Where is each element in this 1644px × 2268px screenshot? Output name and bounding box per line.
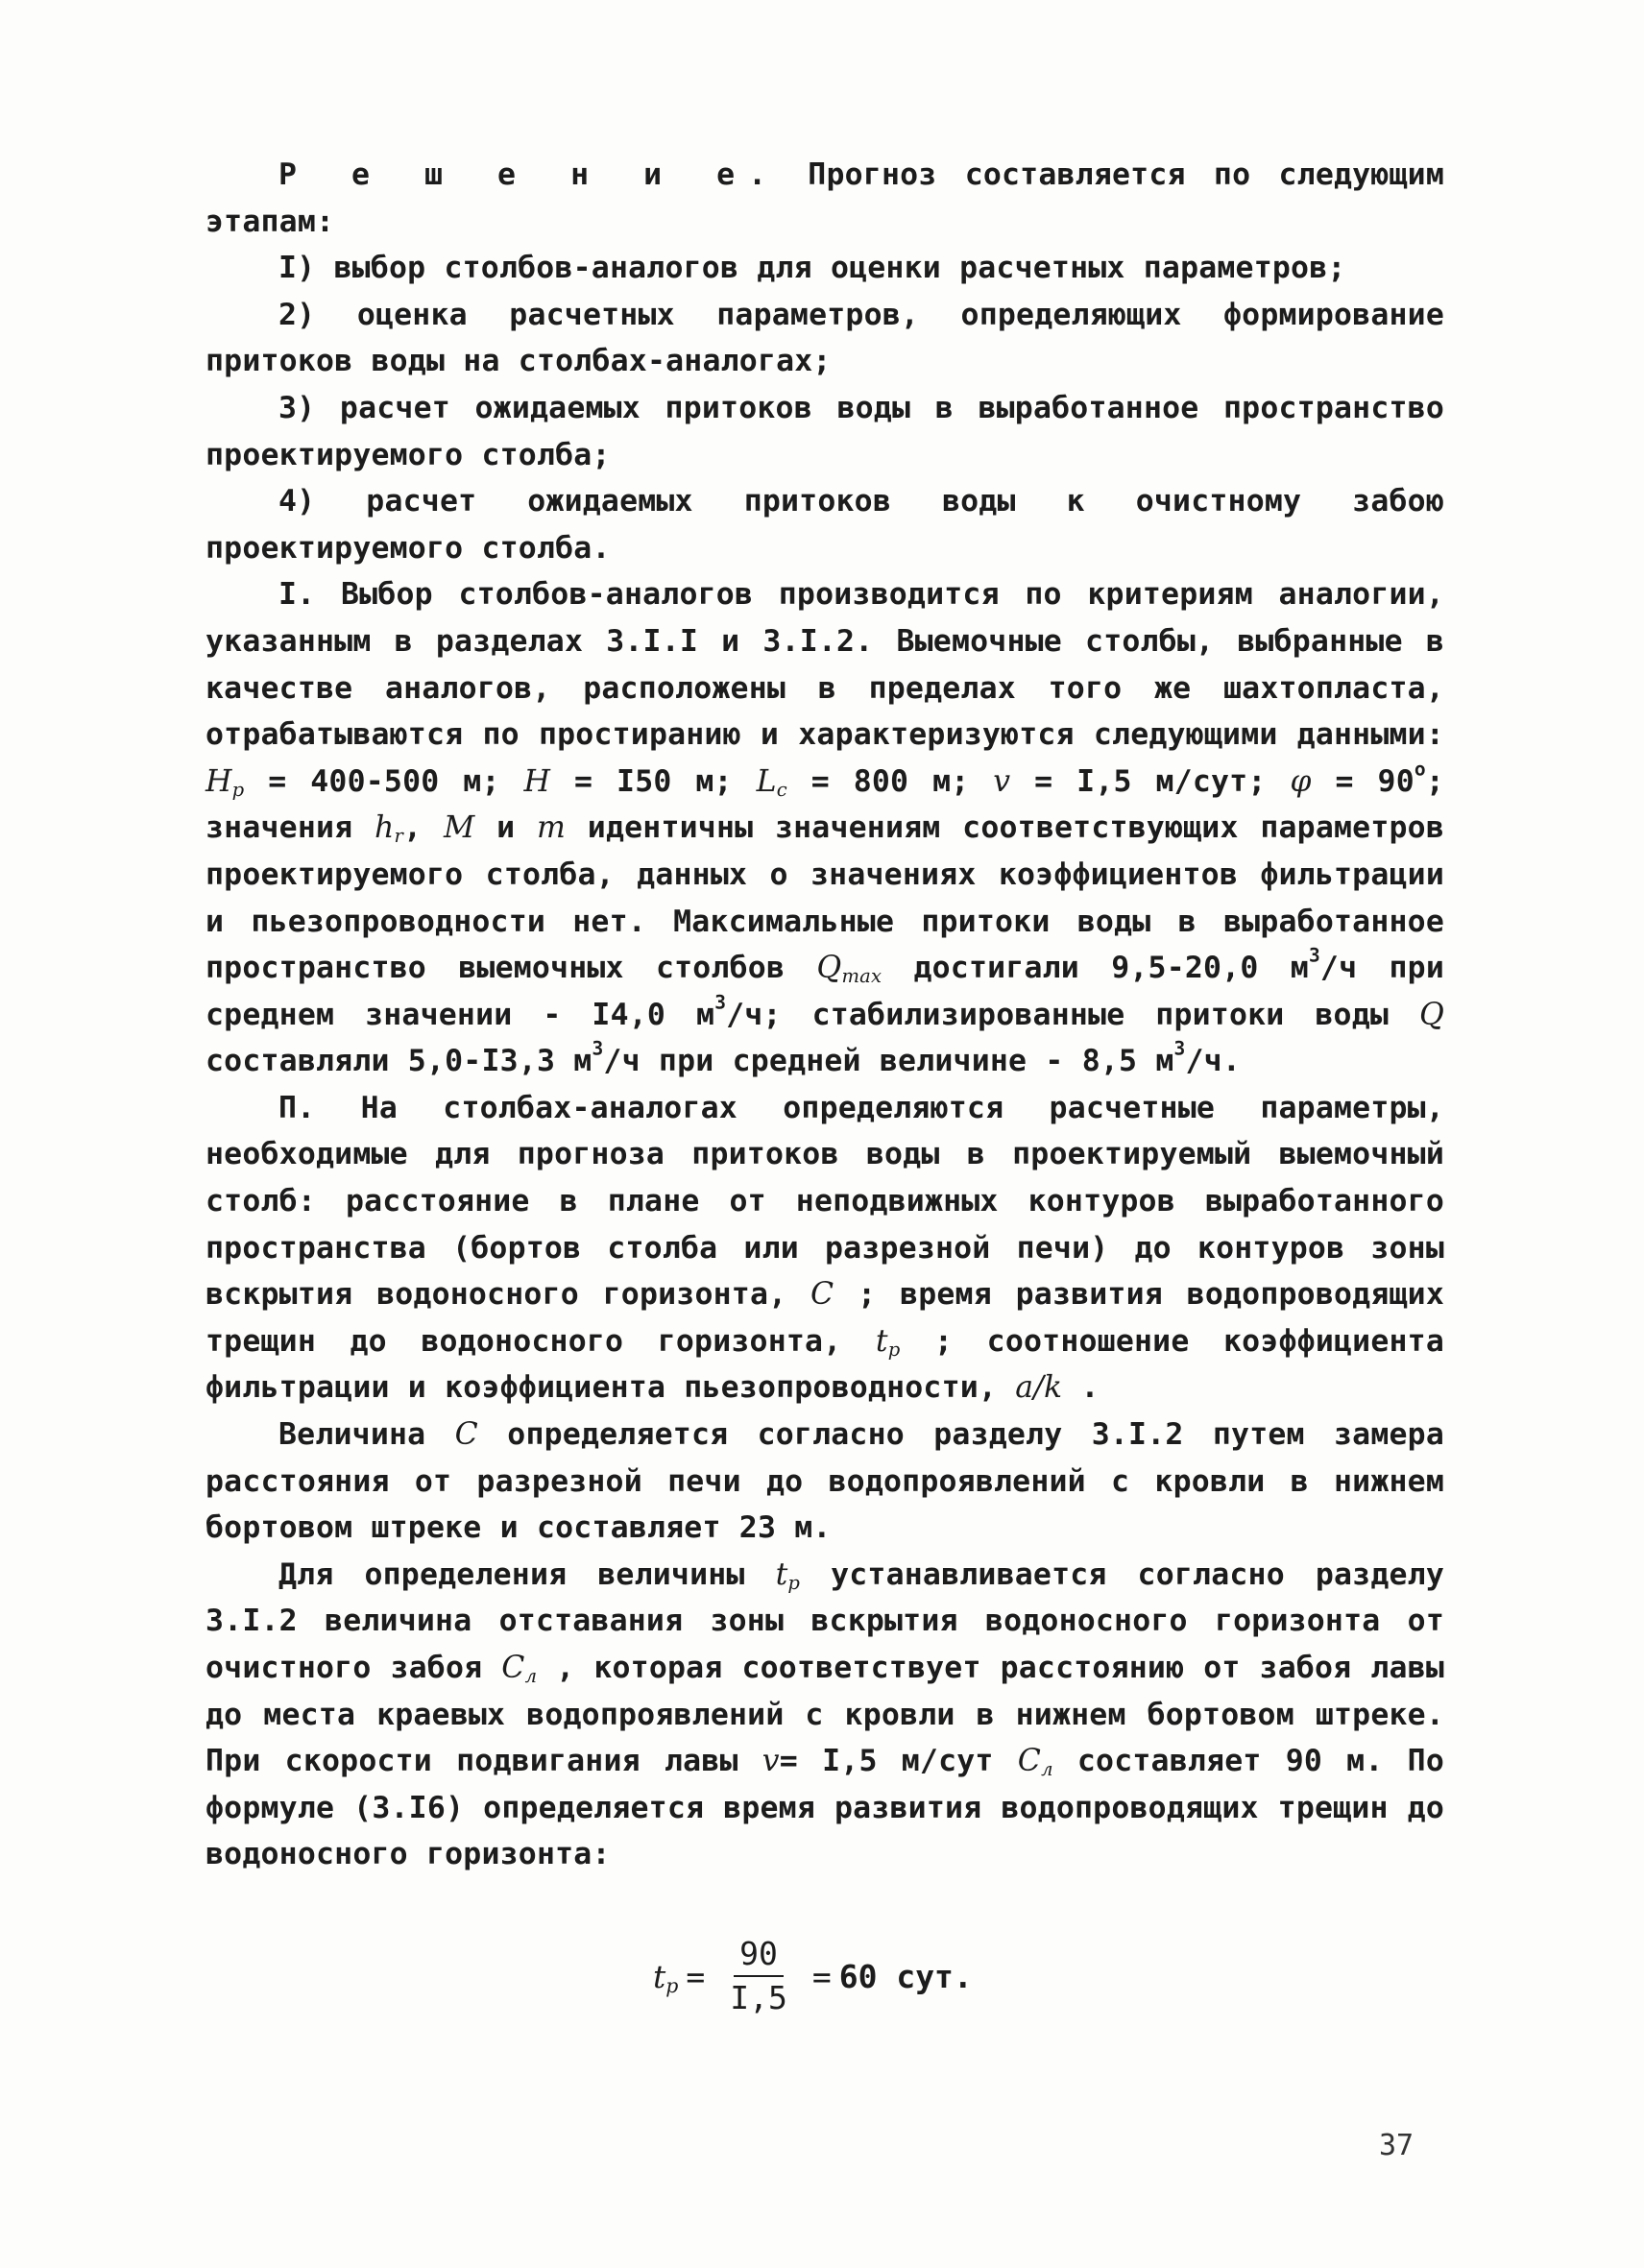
text-run: устанавливается согласно разделу 3.I.2 величина отставания зоны вскрытия водоносного горизонта от очистного забоя (206, 1556, 1444, 1685)
paragraph-c-value (206, 1411, 1444, 1552)
paragraph-parameters (206, 1085, 1444, 1411)
symbol-phi: φ (1290, 763, 1312, 799)
solution-label: Р е ш е н и е. (278, 157, 781, 192)
text-run: ; значения (206, 763, 1444, 846)
degree-sign: о (1414, 758, 1426, 781)
symbol-tp: $t_p$ (875, 1323, 901, 1361)
symbol-m-lower: m (537, 810, 567, 846)
symbol-c: C (454, 1417, 478, 1453)
formula-tp (653, 1918, 973, 2034)
symbol-a-over-k: a/k (1015, 1370, 1063, 1406)
text-run: ; соотношение коэффициента фильтрации и коэффициента пьезопроводности, (206, 1323, 1444, 1406)
text-run: /ч; стабилизированные притоки воды (726, 997, 1419, 1032)
page-number: 37 (1379, 2129, 1414, 2162)
text-run: достигали 9,5-20,0 м (882, 951, 1309, 986)
text-run: Для определения величины (278, 1556, 776, 1592)
text-run: /ч. (1185, 1044, 1241, 1079)
text-run: I. Выбор столбов-аналогов производится по критериям аналогии, указанным в разделах 3.I.I и 3.I.2. Выемочные столбы, выбранные в качестве аналогов, расположены в пределах того же шахтопласта, отрабатываются по простиранию и характеризуются следующими данными: (206, 577, 1444, 753)
step-2: 2) оценка расчетных параметров, определяющих формирование притоков воды на столбах-аналогах; (206, 297, 1444, 379)
text-run: = I,5 м/сут (779, 1744, 1018, 1779)
text-run: П. На столбах-аналогах определяются расчетные параметры, необходимые для прогноза притоков воды в проектируемый выемочный столб: расстояние в плане от неподвижных контуров выработанного пространства (бортов столба или разрезной печи) до контуров зоны вскрытия водоносного горизонта, (206, 1090, 1444, 1313)
fraction (724, 1935, 793, 2017)
superscript: 3 (1308, 944, 1320, 967)
symbol-qmax: $Q_{max}$ (816, 951, 882, 987)
superscript: 3 (714, 991, 727, 1014)
formula-lhs: $t_p$ (653, 1957, 679, 1997)
paragraph-tp-value (206, 1552, 1444, 1878)
text-run: Величина (278, 1417, 455, 1453)
symbol-hr: $h_r$ (375, 810, 404, 848)
solution-intro-text: Прогноз составляется по следующим этапам: (206, 157, 1444, 239)
body-text (206, 152, 1444, 1878)
superscript: 3 (592, 1037, 604, 1060)
symbol-v: v (762, 1744, 780, 1779)
text-run: и (474, 810, 537, 846)
symbol-cl: $C_л$ (501, 1651, 538, 1687)
approx-sign: = (811, 1957, 832, 1995)
step-4: 4) расчет ожидаемых притоков воды к очистному забою проектируемого столба. (206, 484, 1444, 566)
text-run: /ч при средней величине - 8,5 м (603, 1044, 1174, 1079)
text-run: ; время развития водопроводящих трещин до водоносного горизонта, (206, 1277, 1444, 1359)
paragraph-analog-selection (206, 571, 1444, 1085)
fraction-numerator: 90 (734, 1935, 784, 1977)
superscript: 3 (1173, 1037, 1186, 1060)
text-run: , которая соответствует расстоянию от забоя лавы до места краевых водопроявлений с кровли в нижнем бортовом штреке. При скорости подвигания лавы (206, 1651, 1444, 1779)
value-h: = I50 м; (550, 763, 757, 799)
value-hp: = 400-500 м; (244, 763, 524, 799)
symbol-m-upper: M (443, 810, 475, 846)
text-run: составляли 5,0-I3,3 м (206, 1044, 592, 1079)
symbol-v: v (993, 763, 1011, 799)
symbol-tp: $t_p$ (775, 1556, 801, 1594)
step-1: I) выбор столбов-аналогов для оценки расчетных параметров; (278, 251, 1346, 286)
fraction-denominator: I,5 (730, 1979, 787, 2016)
value-lc: = 800 м; (786, 763, 994, 799)
text-run: составляет 90 м. По формуле (3.I6) определяется время развития водопроводящих трещин до водоносного горизонта: (206, 1744, 1445, 1872)
value-v: = I,5 м/сут; (1010, 763, 1291, 799)
solution-intro (206, 152, 1444, 245)
symbol-lc: $L_c$ (756, 763, 787, 801)
symbol-q: Q (1418, 997, 1444, 1032)
text-run: /ч при среднем значении - I4,0 м (206, 951, 1444, 1032)
symbol-hp: $H_p$ (206, 763, 245, 801)
equals-sign: = (686, 1957, 706, 1995)
step-3: 3) расчет ожидаемых притоков воды в выработанное пространство проектируемого столба; (206, 390, 1444, 472)
formula-result: 60 сут. (838, 1957, 973, 1995)
text-run: определяется согласно разделу 3.I.2 путем замера расстояния от разрезной печи до водопроявлений с кровли в нижнем бортовом штреке и составляет 23 м. (206, 1417, 1444, 1546)
symbol-c: C (810, 1277, 834, 1313)
symbol-cl: $C_л$ (1017, 1744, 1053, 1781)
symbol-h: H (523, 763, 551, 799)
text-run: , (403, 810, 444, 846)
value-phi: = 90 (1311, 763, 1414, 799)
text-run: . (1062, 1370, 1100, 1406)
text-run: идентичны значениям соответствующих параметров проектируемого столба, данных о значениях коэффициентов фильтрации и пьезопроводности нет. Максимальные притоки воды в выработанное пространство выемочных столбов (206, 810, 1444, 986)
